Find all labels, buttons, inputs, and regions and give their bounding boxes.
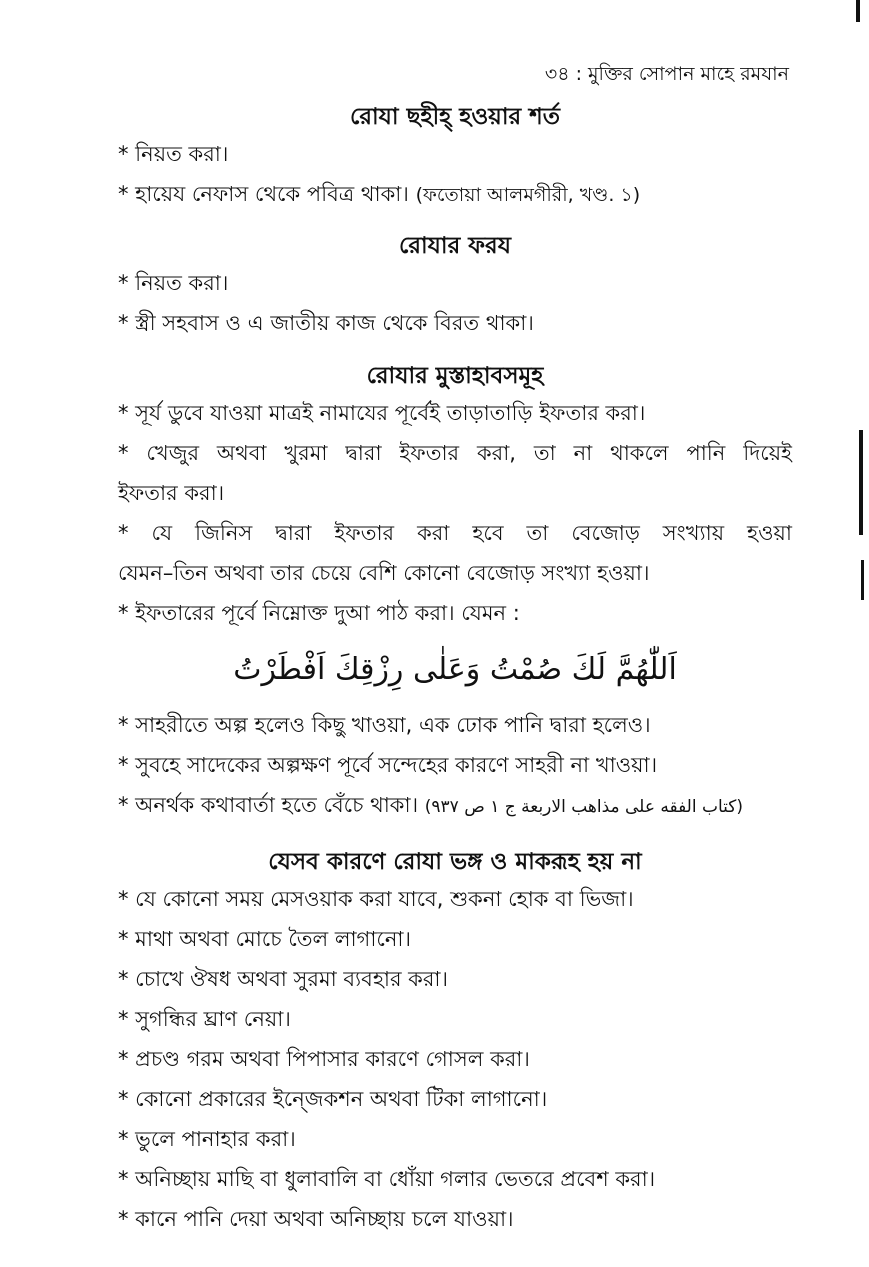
list-item: [118, 174, 792, 215]
list-item: * কানে পানি দেয়া অথবা অনিচ্ছায় চলে যাওয়া।: [118, 1207, 514, 1231]
list-item-text: * হায়েয নেফাস থেকে পবিত্র থাকা।: [118, 182, 409, 206]
list-item-text: * অনর্থক কথাবার্তা হতে বেঁচে থাকা।: [118, 793, 419, 817]
page-content: [118, 100, 792, 1239]
list-item: * যে কোনো সময় মেসওয়াক করা যাবে, শুকনা হোক বা ভিজা।: [118, 887, 634, 911]
list-item: * খেজুর অথবা খুরমা দ্বারা ইফতার করা, তা না থাকলে পানি দিয়েই: [118, 441, 792, 465]
scan-mark-middle: [859, 430, 863, 535]
arabic-source-citation: (كتاب الفقه على مذاهب الاربعة ج ١ ص ٩٣٧): [424, 797, 744, 817]
list-item: * স্ত্রী সহবাস ও এ জাতীয় কাজ থেকে বিরত থাকা।: [118, 311, 534, 335]
scan-mark-top: [856, 0, 860, 22]
list-item: [118, 785, 792, 827]
list-item: * চোখে ঔষধ অথবা সুরমা ব্যবহার করা।: [118, 967, 449, 991]
list-item: * সুবহে সাদেকের অল্পক্ষণ পূর্বে সন্দেহের কারণে সাহরী না খাওয়া।: [118, 753, 658, 777]
list-item: * সুগন্ধির ঘ্রাণ নেয়া।: [118, 1007, 291, 1031]
section-title-obligations: রোযার ফরয: [399, 233, 511, 259]
list-item: * নিয়ত করা।: [118, 271, 229, 295]
source-citation: (ফতোয়া আলমগীরী, খণ্ড. ১): [415, 184, 641, 206]
book-title: মুক্তির সোপান মাহে রমযান: [587, 63, 789, 85]
list-item: * সাহরীতে অল্প হলেও কিছু খাওয়া, এক ঢোক পানি দ্বারা হলেও।: [118, 713, 651, 737]
iftar-dua: اَللّٰهُمَّ لَكَ صُمْتُ وَعَلٰى رِزْقِكَ اَفْطَرْتُ: [233, 652, 677, 687]
list-item: * প্রচণ্ড গরম অথবা পিপাসার কারণে গোসল করা।: [118, 1047, 530, 1071]
list-item: * অনিচ্ছায় মাছি বা ধুলাবালি বা ধোঁয়া গলার ভেতরে প্রবেশ করা।: [118, 1167, 656, 1191]
section-title-recommended: রোযার মুস্তাহাবসমূহ: [366, 363, 544, 389]
page-number: ৩৪: [544, 63, 570, 85]
list-item: * ইফতারের পূর্বে নিম্নোক্ত দুআ পাঠ করা। যেমন :: [118, 601, 520, 625]
header-separator: :: [575, 63, 582, 85]
list-item: * নিয়ত করা।: [118, 142, 229, 166]
section-title-not-breaking: যেসব কারণে রোযা ভঙ্গ ও মাকরূহ হয় না: [268, 849, 642, 875]
list-item-continuation: যেমন–তিন অথবা তার চেয়ে বেশি কোনো বেজোড় সংখ্যা হওয়া।: [118, 561, 650, 585]
list-item: * ভুলে পানাহার করা।: [118, 1127, 296, 1151]
running-header: [545, 60, 789, 92]
list-item: * মাথা অথবা মোচে তৈল লাগানো।: [118, 927, 411, 951]
list-item-continuation: ইফতার করা।: [118, 481, 225, 505]
scan-mark-lower: [861, 560, 864, 600]
list-item: * যে জিনিস দ্বারা ইফতার করা হবে তা বেজোড় সংখ্যায় হওয়া: [118, 521, 792, 545]
list-item: * সূর্য ডুবে যাওয়া মাত্রই নামাযের পূর্বেই তাড়াতাড়ি ইফতার করা।: [118, 401, 646, 425]
section-title-conditions: রোযা ছহীহ্ হওয়ার শর্ত: [349, 104, 561, 130]
list-item: * কোনো প্রকারের ইন্জেকশন অথবা টিকা লাগানো।: [118, 1087, 548, 1111]
